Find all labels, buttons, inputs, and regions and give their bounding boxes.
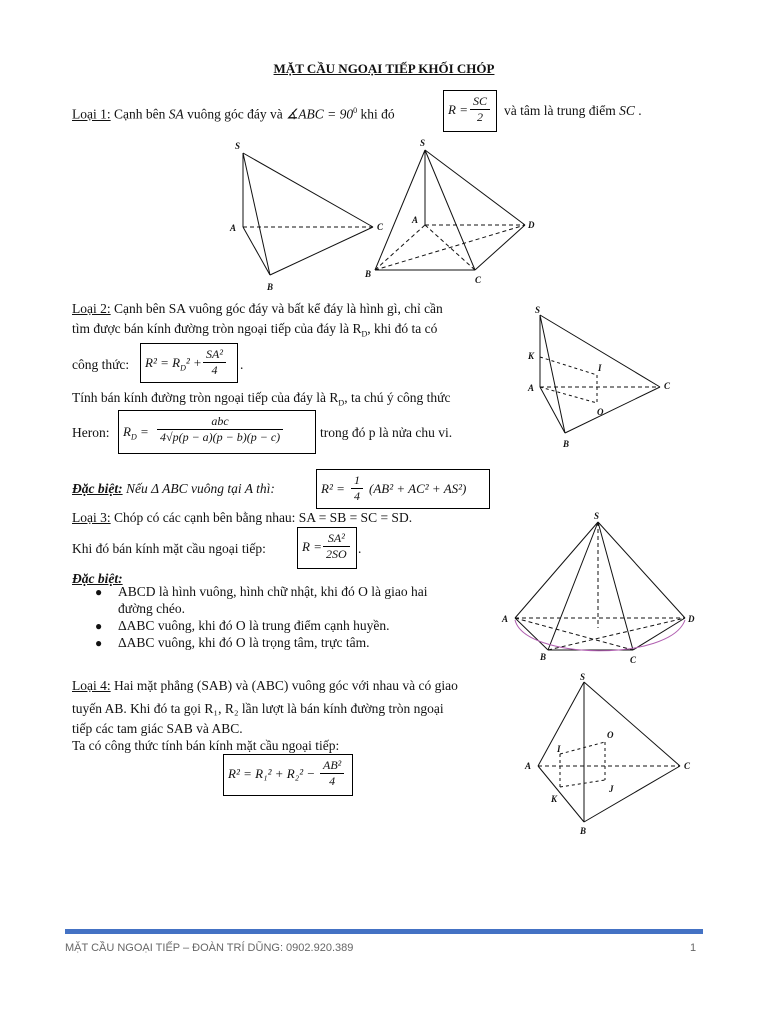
heron-sub: D <box>130 432 137 442</box>
fig2-label-c: C <box>475 275 482 285</box>
loai1-formula-box <box>443 90 497 132</box>
loai1-text-c: khi đó <box>360 106 395 122</box>
dacbiet2-bullet-3: ΔABC vuông, khi đó O là trọng tâm, trực tâm. <box>118 635 370 650</box>
dacbiet2-bullet-1-cont: đường chéo. <box>118 601 185 616</box>
loai2-formula-sub: D <box>180 363 186 373</box>
loai2-frac-num: SA² <box>203 347 226 363</box>
heron-lhs <box>123 424 149 442</box>
fig5-label-i: I <box>557 744 561 754</box>
loai4-line1-text: Hai mặt phẳng (SAB) và (ABC) vuông góc với nhau và có giao <box>114 678 458 693</box>
fig5-label-s: S <box>580 672 586 682</box>
figure-loai1 <box>225 135 555 295</box>
heron-after: trong đó p là nửa chu vi. <box>320 425 453 440</box>
loai1-dot: . <box>638 103 642 118</box>
loai4-line4: Ta có công thức tính bán kính mặt cầu ngoại tiếp: <box>72 738 340 753</box>
fig5-label-b: B <box>580 826 587 836</box>
figure-loai2 <box>525 305 685 455</box>
loai3-dot: . <box>358 541 362 556</box>
loai2-line4-end: , ta chú ý công thức <box>344 390 451 405</box>
page-title: MẶT CẦU NGOẠI TIẾP KHỐI CHÓP <box>273 61 495 76</box>
loai2-frac-den: 4 <box>211 363 218 377</box>
loai2-formula <box>145 355 202 373</box>
fig5-label-o: O <box>607 730 614 740</box>
fig5-label-c: C <box>684 761 691 771</box>
loai4-lhs: R² = R₁² + R₂² − <box>228 766 316 781</box>
fig4-label-s: S <box>594 511 600 521</box>
dacbiet1-frac <box>351 473 363 504</box>
footer-page-number: 1 <box>690 942 697 954</box>
loai1-sa: SA <box>168 106 184 122</box>
fig3-label-a: A <box>528 383 535 393</box>
loai1-text-a: Cạnh bên <box>114 106 166 122</box>
loai3-frac <box>323 531 350 562</box>
heron-frac-num: abc <box>157 414 283 430</box>
loai1-frac-num: SC <box>470 94 490 110</box>
dacbiet2-label: Đặc biệt: <box>72 571 123 586</box>
loai4-frac-den: 4 <box>329 774 336 788</box>
fig2-label-s: S <box>420 138 426 148</box>
figure-loai4 <box>520 672 700 842</box>
heron-frac <box>157 414 283 445</box>
fig3-label-o: O <box>597 407 604 417</box>
loai1-label: Loại 1: <box>72 106 111 122</box>
fig4-label-b: B <box>540 652 547 662</box>
heron-frac-den: 4√p(p − a)(p − b)(p − c) <box>160 430 281 444</box>
heron-eq: = <box>139 424 149 439</box>
loai3-line2: Khi đó bán kính mặt cầu ngoại tiếp: <box>72 541 266 556</box>
fig1-label-b: B <box>267 282 274 292</box>
loai2-formula-dot: . <box>240 357 244 372</box>
fig1-label-c: C <box>377 222 384 232</box>
loai1-sc: SC <box>619 103 635 118</box>
loai2-line1-text: Cạnh bên SA vuông góc đáy và bất kể đáy là hình gì, chỉ cần <box>114 301 443 316</box>
footer-title: MẶT CẦU NGOẠI TIẾP – ĐOÀN TRÍ DŨNG: 0902.920.389 <box>65 942 354 954</box>
fig1-label-a: A <box>230 223 237 233</box>
loai4-frac-num: AB² <box>320 758 344 774</box>
loai3-frac-num: SA² <box>323 531 350 547</box>
dacbiet2-bullet-1: ABCD là hình vuông, hình chữ nhật, khi đó O là giao hai <box>118 584 428 599</box>
fig4-label-c: C <box>630 655 637 665</box>
loai2-frac <box>203 347 226 378</box>
loai4-line3: tiếp các tam giác SAB và ABC. <box>72 721 243 736</box>
bullet-dot-2: ● <box>95 619 103 633</box>
dacbiet2-bullet-2: ΔABC vuông, khi đó O là trung điểm cạnh huyền. <box>118 618 390 633</box>
dacbiet1-lhs: R² = <box>321 481 345 496</box>
loai4-line2: tuyến AB. Khi đó ta gọi R₁, R₂ lần lượt là bán kính đường tròn ngoại <box>72 701 444 716</box>
loai2-label: Loại 2: <box>72 301 111 316</box>
dacbiet1-line <box>72 480 275 498</box>
fig3-label-c: C <box>664 381 671 391</box>
loai2-formula-sq: ² + <box>185 355 202 370</box>
heron-formula-box <box>118 410 316 454</box>
loai4-line1 <box>72 677 458 695</box>
loai3-lhs: R = <box>302 539 322 554</box>
fig1-label-s: S <box>235 141 241 151</box>
loai1-frac-den: 2 <box>477 110 483 124</box>
bullet-dot-3: ● <box>95 636 103 650</box>
dacbiet1-text: Nếu Δ ABC vuông tại A thì: <box>125 481 275 496</box>
loai1-angle: ∡ABC = 90 <box>286 106 354 122</box>
figure-loai3 <box>500 510 710 670</box>
loai2-formula-box <box>140 343 238 383</box>
loai4-formula-box <box>223 754 353 796</box>
loai2-line2-end: , khi đó ta có <box>367 321 438 336</box>
heron-label: Heron: <box>72 425 110 440</box>
dacbiet1-frac-den: 4 <box>354 489 360 503</box>
fig3-label-s: S <box>535 305 541 315</box>
heron-r: R <box>123 424 131 439</box>
loai4-label: Loại 4: <box>72 678 111 693</box>
fig4-label-d: D <box>688 614 695 624</box>
fig3-label-i: I <box>598 363 602 373</box>
fig2-label-b: B <box>365 269 372 279</box>
loai2-line2-sub: D <box>361 329 368 339</box>
loai1-end <box>504 102 642 120</box>
fig3-label-b: B <box>563 439 570 449</box>
loai1-frac <box>470 94 490 125</box>
loai2-line3: công thức: <box>72 357 130 372</box>
loai3-frac-den: 2SO <box>326 547 347 561</box>
dacbiet1-rhs: (AB² + AC² + AS²) <box>369 481 467 496</box>
fig5-label-j: J <box>609 784 614 794</box>
fig2-label-a: A <box>412 215 419 225</box>
loai3-label: Loại 3: <box>72 510 111 525</box>
fig3-label-k: K <box>528 351 535 361</box>
fig2-label-d: D <box>528 220 535 230</box>
dacbiet1-formula-box <box>316 469 490 509</box>
loai3-line1 <box>72 509 412 527</box>
dacbiet1-frac-num: 1 <box>351 473 363 489</box>
loai1-deg: 0 <box>353 106 358 115</box>
bullet-dot-1: ● <box>95 585 103 599</box>
loai1-text-d: và tâm là trung điểm <box>504 103 616 118</box>
loai3-text: Chóp có các cạnh bên bằng nhau: SA = SB = SC = SD. <box>114 510 413 525</box>
loai1-formula-lhs: R = <box>448 102 468 117</box>
fig4-label-a: A <box>502 614 509 624</box>
loai4-frac <box>320 758 344 789</box>
loai2-formula-lhs: R² = R <box>145 355 181 370</box>
loai2-line2-text: tìm được bán kính đường tròn ngoại tiếp của đáy là R <box>72 321 362 336</box>
fig5-label-k: K <box>551 794 558 804</box>
loai2-line2 <box>72 320 437 344</box>
dacbiet1-label: Đặc biệt: <box>72 481 123 496</box>
footer-bar <box>65 929 703 934</box>
loai2-line4-text: Tính bán kính đường tròn ngoại tiếp của đáy là R <box>72 390 339 405</box>
loai1-line <box>72 102 395 124</box>
loai2-line1 <box>72 300 443 318</box>
loai1-text-b: vuông góc đáy và <box>187 106 283 122</box>
loai3-formula-box <box>297 527 357 569</box>
loai2-line4-sub: D <box>338 398 345 408</box>
fig5-label-a: A <box>525 761 532 771</box>
